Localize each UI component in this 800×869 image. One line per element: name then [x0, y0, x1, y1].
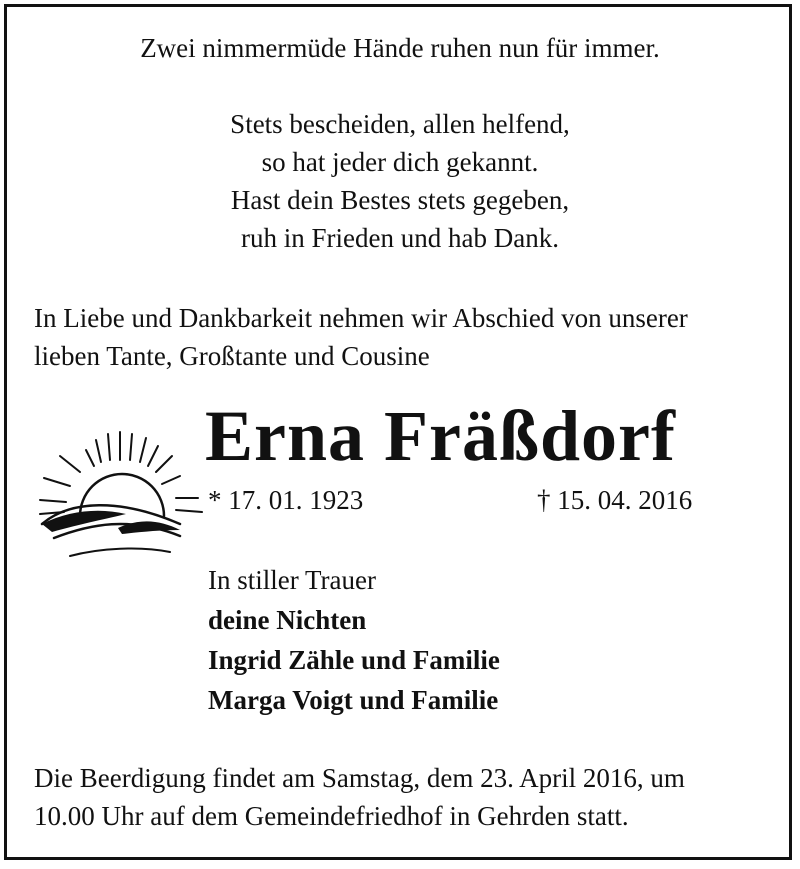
poem-line-2: so hat jeder dich gekannt. — [261, 147, 539, 177]
mourner-line-1: deine Nichten — [208, 605, 367, 635]
funeral-line-1: Die Beerdigung findet am Samstag, dem 23. April 2016, um — [34, 763, 685, 793]
mourner-line-3: Marga Voigt und Familie — [208, 685, 499, 715]
funeral-line-2: 10.00 Uhr auf dem Gemeindefriedhof in Gehrden statt. — [34, 801, 629, 831]
intro-line-2: lieben Tante, Großtante und Cousine — [34, 341, 430, 371]
sunset-over-hills-icon — [30, 420, 210, 570]
deceased-name: Erna Fräßdorf — [205, 396, 676, 476]
mourner-line-2: Ingrid Zähle und Familie — [208, 645, 500, 675]
opening-line: Zwei nimmermüde Hände ruhen nun für immer. — [140, 33, 660, 63]
poem-line-1: Stets bescheiden, allen helfend, — [230, 109, 570, 139]
poem-line-4: ruh in Frieden und hab Dank. — [241, 223, 559, 253]
birth-date: * 17. 01. 1923 — [208, 485, 364, 515]
poem-line-3: Hast dein Bestes stets gegeben, — [230, 185, 570, 215]
intro-line-1: In Liebe und Dankbarkeit nehmen wir Abschied von unserer — [34, 303, 688, 333]
death-date: † 15. 04. 2016 — [537, 485, 693, 515]
mourners-heading: In stiller Trauer — [208, 565, 376, 595]
